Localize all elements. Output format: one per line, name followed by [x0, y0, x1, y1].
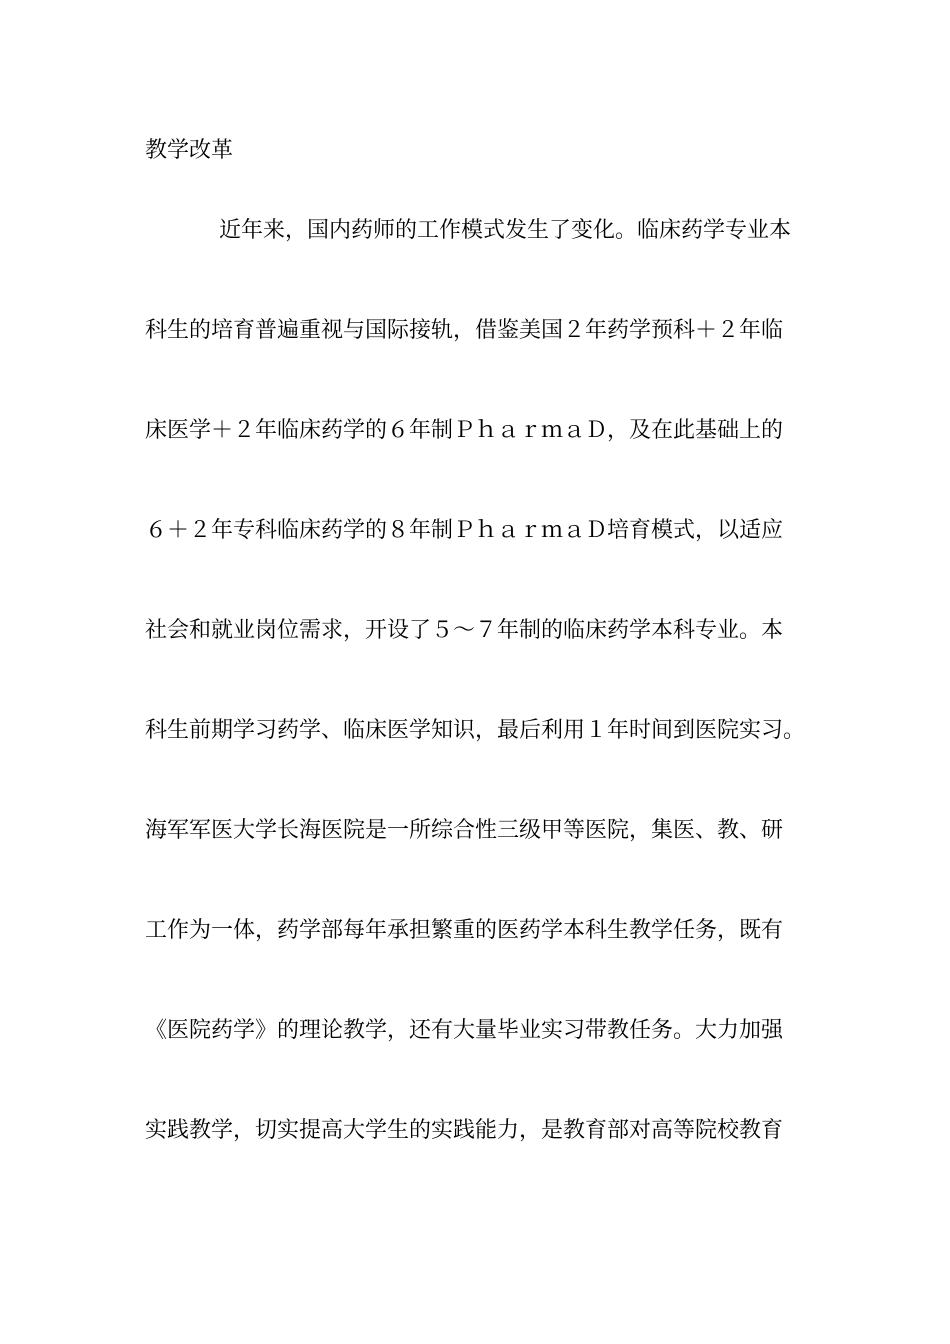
paragraph-line: 社会和就业岗位需求，开设了５～７年制的临床药学本科专业。本 — [145, 618, 784, 643]
paragraph-line: 工作为一体，药学部每年承担繁重的医药学本科生教学任务，既有 — [145, 918, 784, 943]
paragraph-line: 《医院药学》的理论教学，还有大量毕业实习带教任务。大力加强 — [145, 1018, 784, 1043]
paragraph-line: ６＋２年专科临床药学的８年制ＰｈａｒｍａＤ培育模式，以适应 — [145, 518, 784, 543]
paragraph-line: 近年来，国内药师的工作模式发生了变化。临床药学专业本 — [219, 218, 792, 243]
section-heading: 教学改革 — [145, 138, 234, 163]
paragraph-line: 床医学＋２年临床药学的６年制ＰｈａｒｍａＤ，及在此基础上的 — [145, 418, 784, 443]
paragraph-line: 海军军医大学长海医院是一所综合性三级甲等医院，集医、教、研 — [145, 818, 784, 843]
paragraph-line: 科生的培育普遍重视与国际接轨，借鉴美国２年药学预科＋２年临 — [145, 318, 784, 343]
paragraph-line: 科生前期学习药学、临床医学知识，最后利用１年时间到医院实习。 — [145, 718, 806, 743]
paragraph-line: 实践教学，切实提高大学生的实践能力，是教育部对高等院校教育 — [145, 1118, 784, 1143]
